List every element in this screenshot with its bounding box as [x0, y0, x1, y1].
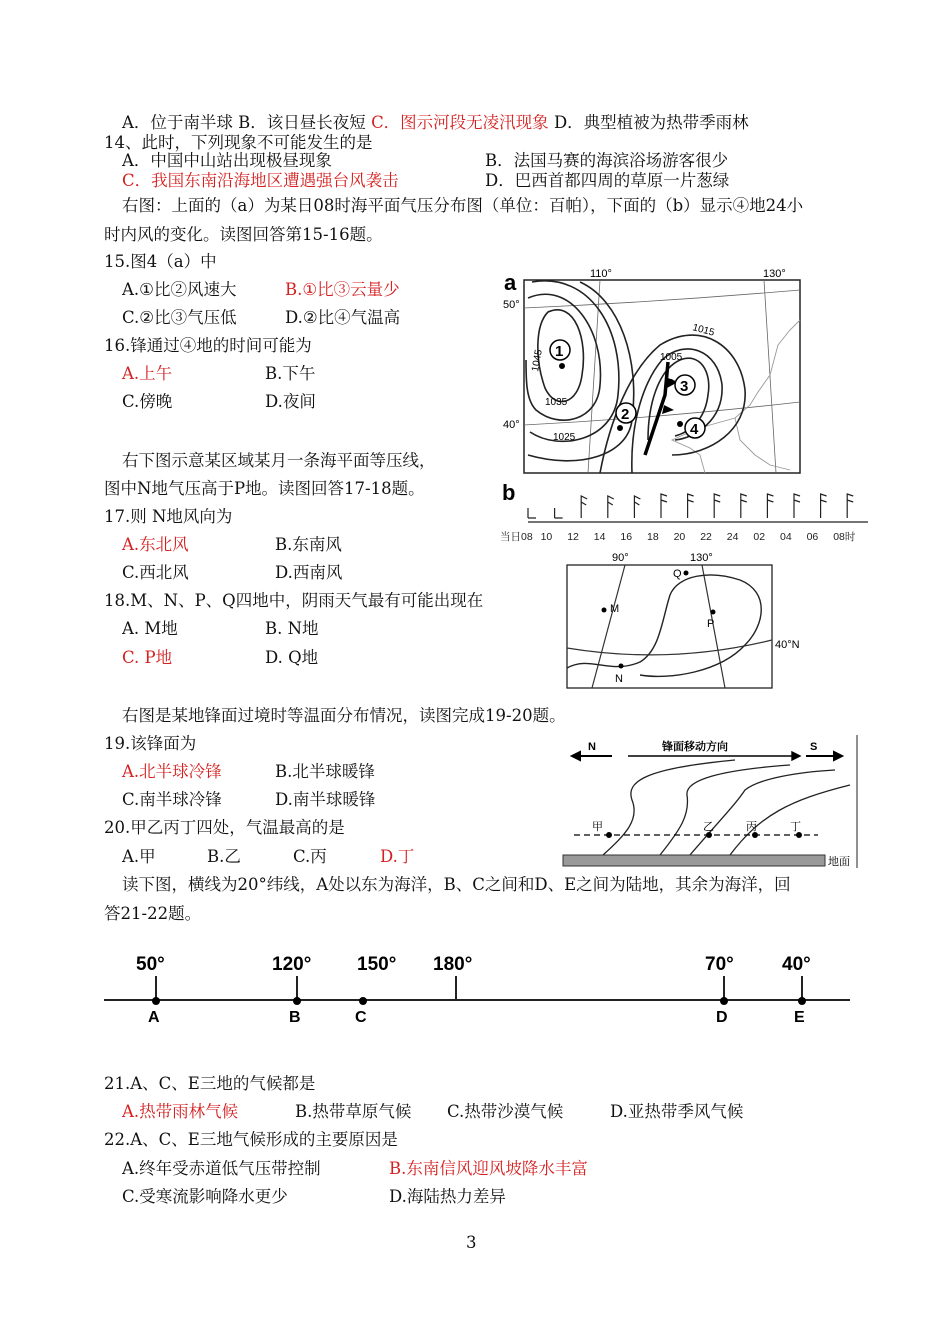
point-marker: [798, 997, 806, 1005]
q20-option-c: C.丙: [293, 847, 327, 866]
isobar-1005-label: 1005: [660, 352, 683, 363]
time-label: 22: [700, 531, 712, 543]
svg-text:甲: 甲: [592, 821, 603, 833]
q14-option-c: C．我国东南沿海地区遭遇强台风袭击: [122, 171, 399, 190]
q19-option-b: B.北半球暖锋: [275, 762, 375, 781]
longitude-label: 150°: [357, 954, 397, 975]
q21-option-a: A.热带雨林气候: [122, 1102, 239, 1121]
q15-option-d: D.②比④气温高: [285, 308, 401, 327]
q14-option-a: A．中国中山站出现极昼现象: [122, 151, 332, 170]
q13-options-line: [122, 112, 749, 134]
point-p: [707, 610, 716, 631]
q20-option-b: B.乙: [207, 847, 241, 866]
wind-barb: [714, 494, 720, 518]
lon-90-label: 90°: [612, 552, 629, 564]
wind-barb: [581, 496, 587, 518]
svg-text:2: 2: [621, 406, 630, 423]
q21-option-d: D.亚热带季风气候: [610, 1102, 744, 1121]
intro-15-16-line1: 右图：上面的（a）为某日08时海平面气压分布图（单位：百帕），下面的（b）显示④地24小: [122, 196, 804, 215]
isobar-1015-label: 1015: [691, 322, 716, 339]
q18-stem: 18.M、N、P、Q四地中，阴雨天气最有可能出现在: [104, 591, 484, 610]
map-point-4: [677, 418, 705, 438]
point-letter: E: [794, 1009, 805, 1026]
point-letter: A: [148, 1009, 160, 1026]
q14-option-d: D．巴西首都四周的草原一片葱绿: [485, 171, 730, 190]
time-label: 12: [567, 531, 579, 543]
time-label: 14: [593, 531, 606, 543]
q22-option-b: B.东南信风迎风坡降水丰富: [389, 1159, 588, 1178]
longitude-label: 120°: [272, 954, 312, 975]
q16-option-d: D.夜间: [265, 392, 316, 411]
wind-barb: [608, 496, 614, 518]
q22-option-a: A.终年受赤道低气压带控制: [122, 1159, 321, 1178]
q19-option-a: A.北半球冷锋: [122, 762, 222, 781]
q14-option-b: B．法国马赛的海滨浴场游客很少: [485, 151, 729, 170]
q16-option-c: C.傍晚: [122, 392, 173, 411]
map-point-2: [616, 403, 636, 431]
intro-19-20: 右图是某地锋面过境时等温面分布情况，读图完成19-20题。: [122, 706, 566, 725]
q15-option-b: B.①比③云量少: [285, 280, 400, 299]
map-point-1: [550, 340, 570, 369]
longitude-label: 50°: [136, 954, 165, 975]
north-arrow: [572, 752, 612, 760]
q18-option-c: C. P地: [122, 648, 173, 667]
q17-stem: 17.则 N地风向为: [104, 507, 233, 526]
svg-text:Q: Q: [673, 568, 682, 580]
pressure-map-figure: [498, 262, 872, 546]
q22-stem: 22.A、C、E三地气候形成的主要原因是: [104, 1130, 398, 1149]
time-label: 20: [673, 531, 686, 543]
lat-40-label: 40°: [503, 419, 520, 431]
q18-option-b: B. N地: [265, 619, 319, 638]
page-number: 3: [466, 1233, 477, 1252]
q14-stem: 14、此时，下列现象不可能发生的是: [104, 133, 373, 152]
point-letter: D: [716, 1009, 728, 1026]
q13-option-a: A．位于南半球: [122, 113, 233, 132]
intro-15-16-line2: 时内风的变化。读图回答第15-16题。: [104, 225, 383, 244]
panel-a-label: a: [504, 270, 517, 295]
time-labels: [500, 530, 856, 543]
isobar-figure: [560, 548, 820, 693]
point-m: [602, 603, 620, 615]
wind-barb: [847, 494, 853, 518]
q20-option-d: D.丁: [380, 847, 415, 866]
svg-text:乙: 乙: [703, 821, 714, 833]
wind-barb: [634, 496, 640, 518]
q20-stem: 20.甲乙丙丁四处，气温最高的是: [104, 818, 345, 837]
latitude-marks: [136, 954, 811, 1026]
wind-barb: [528, 508, 536, 518]
wind-barb: [741, 494, 747, 518]
north-label: N: [588, 741, 596, 753]
q17-option-b: B.东南风: [275, 535, 342, 554]
q19-option-d: D.南半球暖锋: [275, 790, 376, 809]
q15-option-c: C.②比③气压低: [122, 308, 237, 327]
q16-option-b: B.下午: [265, 364, 316, 383]
intro-17-18-line1: 右下图示意某区域某月一条海平面等压线，: [122, 451, 436, 470]
lon-130-label: 130°: [763, 268, 786, 280]
wind-barbs: [528, 494, 853, 518]
q15-stem: 15.图4（a）中: [104, 252, 217, 271]
q22-option-c: C.受寒流影响降水更少: [122, 1187, 288, 1206]
intro-21-22-line2: 答21-22题。: [104, 904, 202, 923]
wind-barb: [661, 494, 667, 518]
time-label: 06: [806, 531, 819, 543]
front-figure: [560, 732, 860, 870]
ground-label: 地面: [828, 856, 850, 868]
svg-text:1: 1: [555, 343, 564, 360]
svg-text:M: M: [610, 603, 620, 615]
q20-option-a: A.甲: [122, 847, 156, 866]
point-marker: [293, 997, 301, 1005]
wind-barb: [555, 508, 563, 518]
point-letter: B: [289, 1009, 301, 1026]
q19-stem: 19.该锋面为: [104, 734, 197, 753]
time-label: 10: [540, 531, 553, 543]
south-label: S: [810, 741, 818, 753]
time-label: 16: [620, 531, 633, 543]
q13-option-c: C．图示河段无凌汛现象: [371, 113, 549, 132]
isobar-frame: [567, 565, 772, 688]
point-marker: [152, 997, 160, 1005]
isobar-1035-label: 1035: [545, 397, 568, 408]
point-marker: [720, 997, 728, 1005]
panel-b-label: b: [502, 480, 516, 505]
wind-barb: [821, 494, 827, 518]
isobar-lines: [526, 281, 745, 473]
time-label: 02: [753, 531, 766, 543]
lon-130-label-2: 130°: [690, 552, 713, 564]
q19-option-c: C.南半球冷锋: [122, 790, 222, 809]
q13-option-b: B．该日昼长夜短: [238, 113, 366, 132]
q18-option-d: D. Q地: [265, 648, 319, 667]
latitude-line-figure: [98, 944, 863, 1029]
q21-option-b: B.热带草原气候: [295, 1102, 412, 1121]
lat-40n-label: 40°N: [775, 639, 800, 651]
q17-option-a: A.东北风: [122, 535, 189, 554]
svg-text:P: P: [707, 618, 715, 630]
parallel-40n: [567, 640, 772, 655]
q17-option-d: D.西南风: [275, 563, 343, 582]
wind-barb: [688, 494, 694, 518]
q16-option-a: A.上午: [122, 364, 173, 383]
isobar-1025-label: 1025: [553, 432, 576, 443]
time-label: 18: [647, 531, 659, 543]
q18-option-a: A. M地: [122, 619, 178, 638]
lat-50-label: 50°: [503, 299, 520, 311]
intro-21-22-line1: 读下图，横线为20°纬线，A处以东为海洋，B、C之间和D、E之间为陆地，其余为海洋，回: [122, 875, 791, 894]
q22-option-d: D.海陆热力差异: [389, 1187, 506, 1206]
time-label: 08时: [833, 531, 856, 543]
isotherm-surfaces: [603, 760, 850, 855]
ground-band: [563, 855, 825, 866]
svg-text:3: 3: [680, 378, 689, 395]
q13-option-d: D．典型植被为热带季雨林: [553, 113, 749, 132]
q21-option-c: C.热带沙漠气候: [447, 1102, 564, 1121]
svg-text:丙: 丙: [746, 821, 757, 833]
wind-barb: [767, 494, 773, 518]
q15-option-a: A.①比②风速大: [122, 280, 237, 299]
lon-110-label: 110°: [590, 268, 612, 280]
isobar-1045-label: 1045: [530, 348, 545, 373]
svg-text:丁: 丁: [790, 821, 801, 833]
svg-text:N: N: [615, 673, 623, 685]
longitude-label: 40°: [782, 954, 811, 975]
longitude-label: 70°: [705, 954, 734, 975]
q21-stem: 21.A、C、E三地的气候都是: [104, 1074, 316, 1093]
time-label: 24: [726, 531, 739, 543]
svg-text:4: 4: [690, 421, 699, 438]
point-letter: C: [355, 1009, 367, 1026]
coastline: [672, 320, 800, 473]
q17-option-c: C.西北风: [122, 563, 189, 582]
time-label: 当日08: [500, 531, 533, 543]
longitude-label: 180°: [433, 954, 473, 975]
q16-stem: 16.锋通过④地的时间可能为: [104, 336, 312, 355]
point-marker: [359, 997, 367, 1005]
south-arrow: [806, 752, 842, 760]
front-direction-title: 锋面移动方向: [662, 741, 728, 753]
front-direction-arrow: [628, 752, 800, 760]
point-q: [673, 568, 689, 580]
time-label: 04: [780, 531, 792, 543]
wind-barb: [794, 494, 800, 518]
intro-17-18-line2: 图中N地气压高于P地。读图回答17-18题。: [104, 479, 425, 498]
isobar-curve: [567, 575, 761, 676]
